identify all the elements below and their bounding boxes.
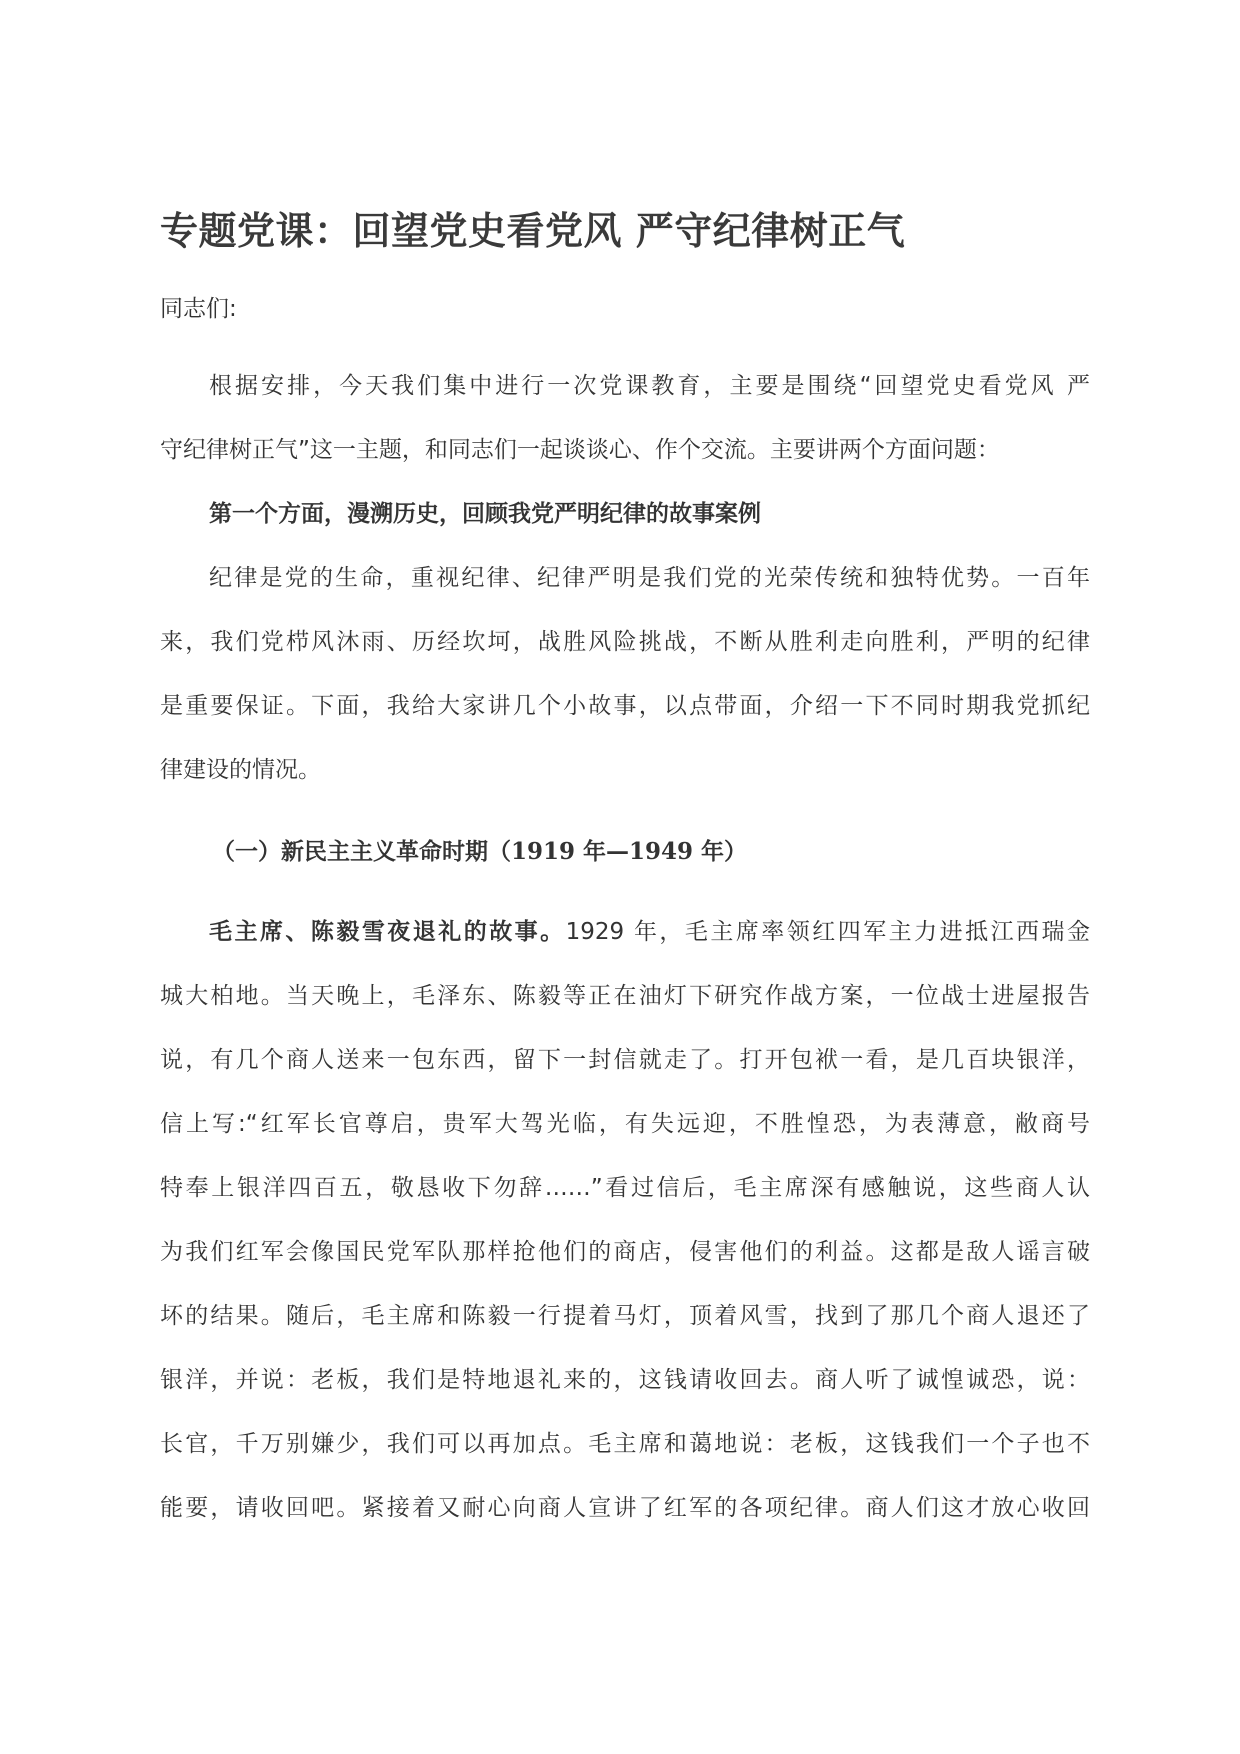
story-1-line-1-text: 1929 年，毛主席率领红四军主力进抵江西瑞金 [565, 919, 1090, 945]
story-1-line-4: 信上写:“红军长官尊启，贵军大驾光临，有失远迎，不胜惶恐，为表薄意，敝商号 [160, 1111, 1090, 1137]
intro-line-1: 根据安排，今天我们集中进行一次党课教育，主要是围绕“回望党史看党风 严 [209, 373, 1090, 399]
story-1-line-6: 为我们红军会像国民党军队那样抢他们的商店，侵害他们的利益。这都是敌人谣言破 [160, 1239, 1090, 1265]
paragraph-1-line-2: 来，我们党栉风沐雨、历经坎坷，战胜风险挑战，不断从胜利走向胜利，严明的纪律 [160, 629, 1090, 655]
subsection-heading-1: （一）新民主主义革命时期（1919 年—1949 年） [212, 838, 748, 865]
document-title: 专题党课：回望党史看党风 严守纪律树正气 [160, 209, 906, 253]
paragraph-1-line-1: 纪律是党的生命，重视纪律、纪律严明是我们党的光荣传统和独特优势。一百年 [209, 565, 1090, 591]
story-1-line-7: 坏的结果。随后，毛主席和陈毅一行提着马灯，顶着风雪，找到了那几个商人退还了 [160, 1303, 1090, 1329]
story-1-line-10: 能要，请收回吧。紧接着又耐心向商人宣讲了红军的各项纪律。商人们这才放心收回 [160, 1495, 1090, 1521]
story-1-line-1 [160, 916, 1090, 948]
story-1-line-9: 长官，千万别嫌少，我们可以再加点。毛主席和蔼地说：老板，这钱我们一个子也不 [160, 1431, 1090, 1457]
story-1-lead: 毛主席、陈毅雪夜退礼的故事。 [209, 919, 566, 945]
paragraph-1-line-3: 是重要保证。下面，我给大家讲几个小故事，以点带面，介绍一下不同时期我党抓纪 [160, 693, 1090, 719]
intro-line-2: 守纪律树正气”这一主题，和同志们一起谈谈心、作个交流。主要讲两个方面问题： [160, 437, 1000, 463]
story-1-line-5: 特奉上银洋四百五，敬恳收下勿辞……”看过信后，毛主席深有感触说，这些商人认 [160, 1175, 1090, 1201]
section-heading-1: 第一个方面，漫溯历史，回顾我党严明纪律的故事案例 [209, 501, 761, 527]
story-1-line-2: 城大柏地。当天晚上，毛泽东、陈毅等正在油灯下研究作战方案，一位战士进屋报告 [160, 983, 1090, 1009]
story-1-line-3: 说，有几个商人送来一包东西，留下一封信就走了。打开包袱一看，是几百块银洋， [160, 1047, 1090, 1073]
document-page [160, 0, 1090, 1754]
story-1-line-8: 银洋，并说：老板，我们是特地退礼来的，这钱请收回去。商人听了诚惶诚恐，说： [160, 1367, 1090, 1393]
greeting: 同志们: [160, 296, 237, 322]
paragraph-1-line-4: 律建设的情况。 [160, 757, 321, 783]
